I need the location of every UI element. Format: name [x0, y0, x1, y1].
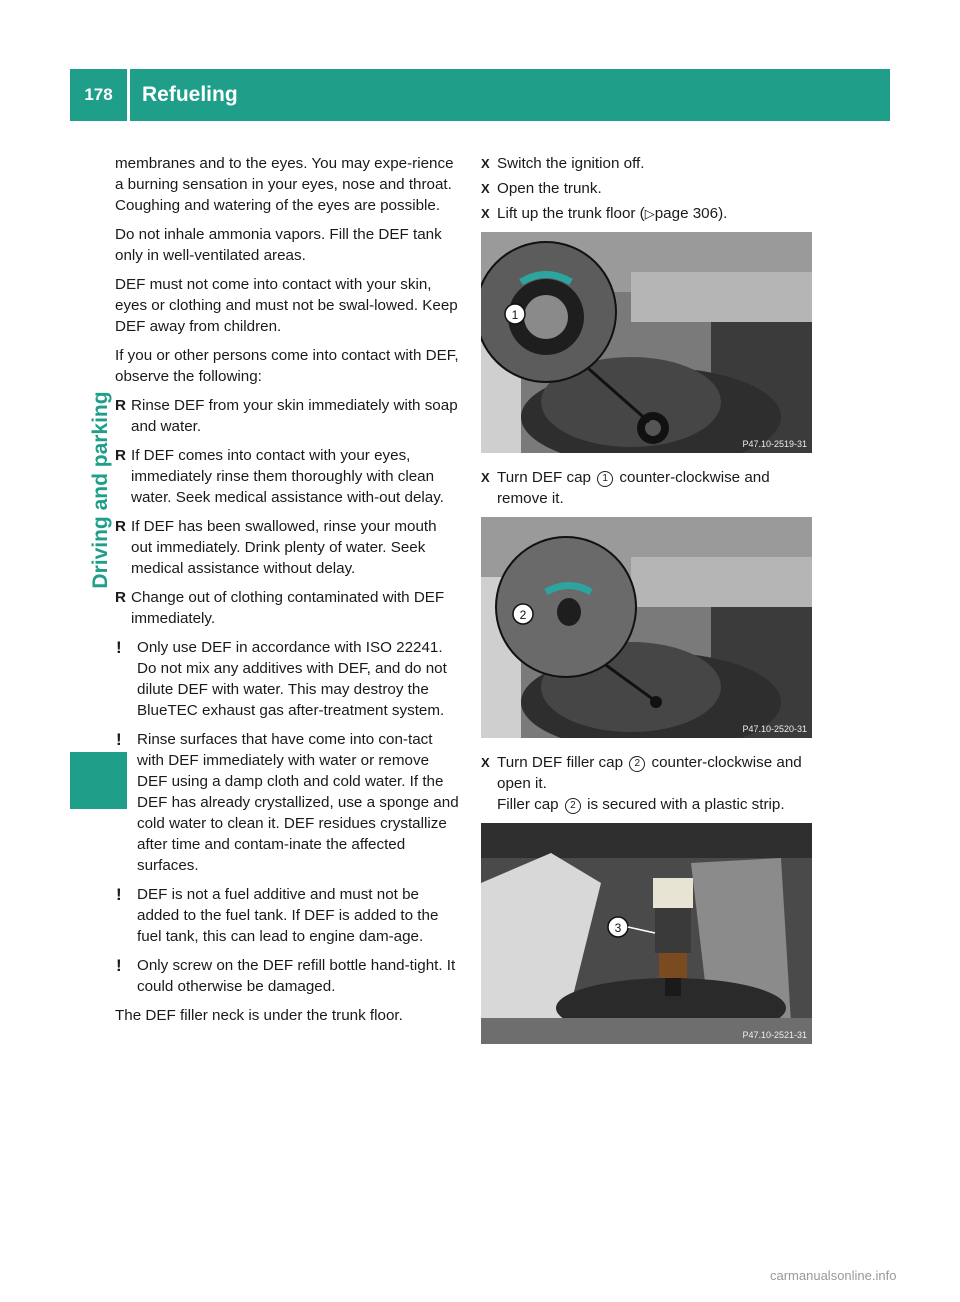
trunk-photo-refill-bottle-image	[481, 823, 812, 1044]
list-item	[115, 395, 461, 437]
image-code: P47.10-2520-31	[742, 724, 807, 734]
list-item-text: If DEF has been swallowed, rinse your mouth out immediately. Drink plenty of water. Seek medical assistance without delay.	[131, 518, 437, 577]
chapter-side-label-text: Driving and parking	[89, 391, 112, 589]
trunk-photo-def-filler-cap	[481, 517, 812, 738]
step-note-text: is secured with a plastic strip.	[582, 796, 785, 813]
watermark: carmanualsonline.info	[770, 1268, 897, 1283]
warning-text: DEF is not a fuel additive and must not be added to the fuel tank. If DEF is added to the fuel tank, this can lead to engine dam-age.	[137, 886, 439, 945]
trunk-photo-def-cap-image	[481, 232, 812, 453]
page-number: 178	[84, 85, 113, 104]
step-text: Turn DEF filler cap	[497, 754, 628, 771]
instruction-step	[481, 178, 816, 199]
bullet-marker: R	[115, 589, 126, 606]
bullet-marker: R	[115, 447, 126, 464]
list-item-text: Change out of clothing contaminated with DEF immediately.	[131, 589, 445, 627]
image-code: P47.10-2519-31	[742, 439, 807, 449]
warning-text: Rinse surfaces that have come into con-tact with DEF immediately with water or remove DEF using a damp cloth and cold water. If the DEF has already crystallized, use a sponge and cold water to clean it. DEF residues crystallize after time and contam-inate the affected surfaces.	[137, 731, 459, 874]
warning-note	[115, 637, 461, 721]
step-marker: X	[481, 206, 490, 221]
warning-note	[115, 955, 461, 997]
callout-1: 1	[511, 308, 519, 322]
exclamation-icon: !	[116, 885, 122, 904]
header-divider	[127, 69, 130, 121]
step-note	[497, 794, 816, 815]
paragraph: If you or other persons come into contact with DEF, observe the following:	[115, 347, 459, 385]
paragraph: Do not inhale ammonia vapors. Fill the DEF tank only in well-ventilated areas.	[115, 226, 442, 264]
step-marker: X	[481, 181, 490, 196]
warning-text: Only use DEF in accordance with ISO 22241. Do not mix any additives with DEF, and do not dilute DEF with water. This may destroy the BlueTEC exhaust gas after-treatment system.	[137, 639, 447, 719]
exclamation-icon: !	[116, 730, 122, 749]
callout-1: 1	[597, 471, 613, 487]
callout-2: 2	[565, 798, 581, 814]
page-reference-link[interactable]: page 306).	[654, 205, 728, 222]
step-marker: X	[481, 156, 490, 171]
chapter-side-label	[86, 250, 116, 730]
left-column	[115, 153, 461, 1034]
image-code: P47.10-2521-31	[742, 1030, 807, 1040]
step-text: counter-clockwise and open it.	[497, 754, 802, 792]
list-item	[115, 587, 461, 629]
exclamation-icon: !	[116, 638, 122, 657]
instruction-step	[481, 203, 816, 224]
trunk-photo-def-filler-cap-image	[481, 517, 812, 738]
list-item	[115, 516, 461, 579]
callout-2: 2	[519, 608, 527, 622]
warning-note	[115, 729, 461, 876]
trunk-photo-def-cap	[481, 232, 812, 453]
page-reference-arrow-icon: ▷	[644, 206, 655, 221]
trunk-photo-refill-bottle	[481, 823, 812, 1044]
section-title: Refueling	[142, 83, 238, 106]
list-item-text: If DEF comes into contact with your eyes, immediately rinse them thoroughly with clean water. Seek medical assistance with-out delay.	[131, 447, 444, 506]
paragraph: membranes and to the eyes. You may expe-rience a burning sensation in your eyes, nose and throat. Coughing and watering of the eyes are possible.	[115, 155, 454, 214]
step-text: Turn DEF cap	[497, 469, 596, 486]
warning-text: Only screw on the DEF refill bottle hand-tight. It could otherwise be damaged.	[137, 957, 456, 995]
step-text: Open the trunk.	[497, 180, 602, 197]
step-text: Lift up the trunk floor (	[497, 205, 645, 222]
instruction-step	[481, 153, 816, 174]
callout-3: 3	[614, 921, 622, 935]
right-column	[481, 153, 816, 1058]
step-text: counter-clockwise and remove it.	[497, 469, 770, 507]
warning-note	[115, 884, 461, 947]
page-header	[70, 69, 890, 121]
list-item-text: Rinse DEF from your skin immediately with soap and water.	[131, 397, 458, 435]
step-note-text: Filler cap	[497, 796, 563, 813]
bullet-marker: R	[115, 518, 126, 535]
instruction-step	[481, 467, 816, 509]
list-item	[115, 445, 461, 508]
step-text: Switch the ignition off.	[497, 155, 645, 172]
callout-2: 2	[629, 756, 645, 772]
exclamation-icon: !	[116, 956, 122, 975]
instruction-step	[481, 752, 816, 815]
bullet-marker: R	[115, 397, 126, 414]
step-marker: X	[481, 755, 490, 770]
paragraph: DEF must not come into contact with your skin, eyes or clothing and must not be swal-lowed. Keep DEF away from children.	[115, 276, 458, 335]
step-marker: X	[481, 470, 490, 485]
paragraph: The DEF filler neck is under the trunk floor.	[115, 1007, 403, 1024]
